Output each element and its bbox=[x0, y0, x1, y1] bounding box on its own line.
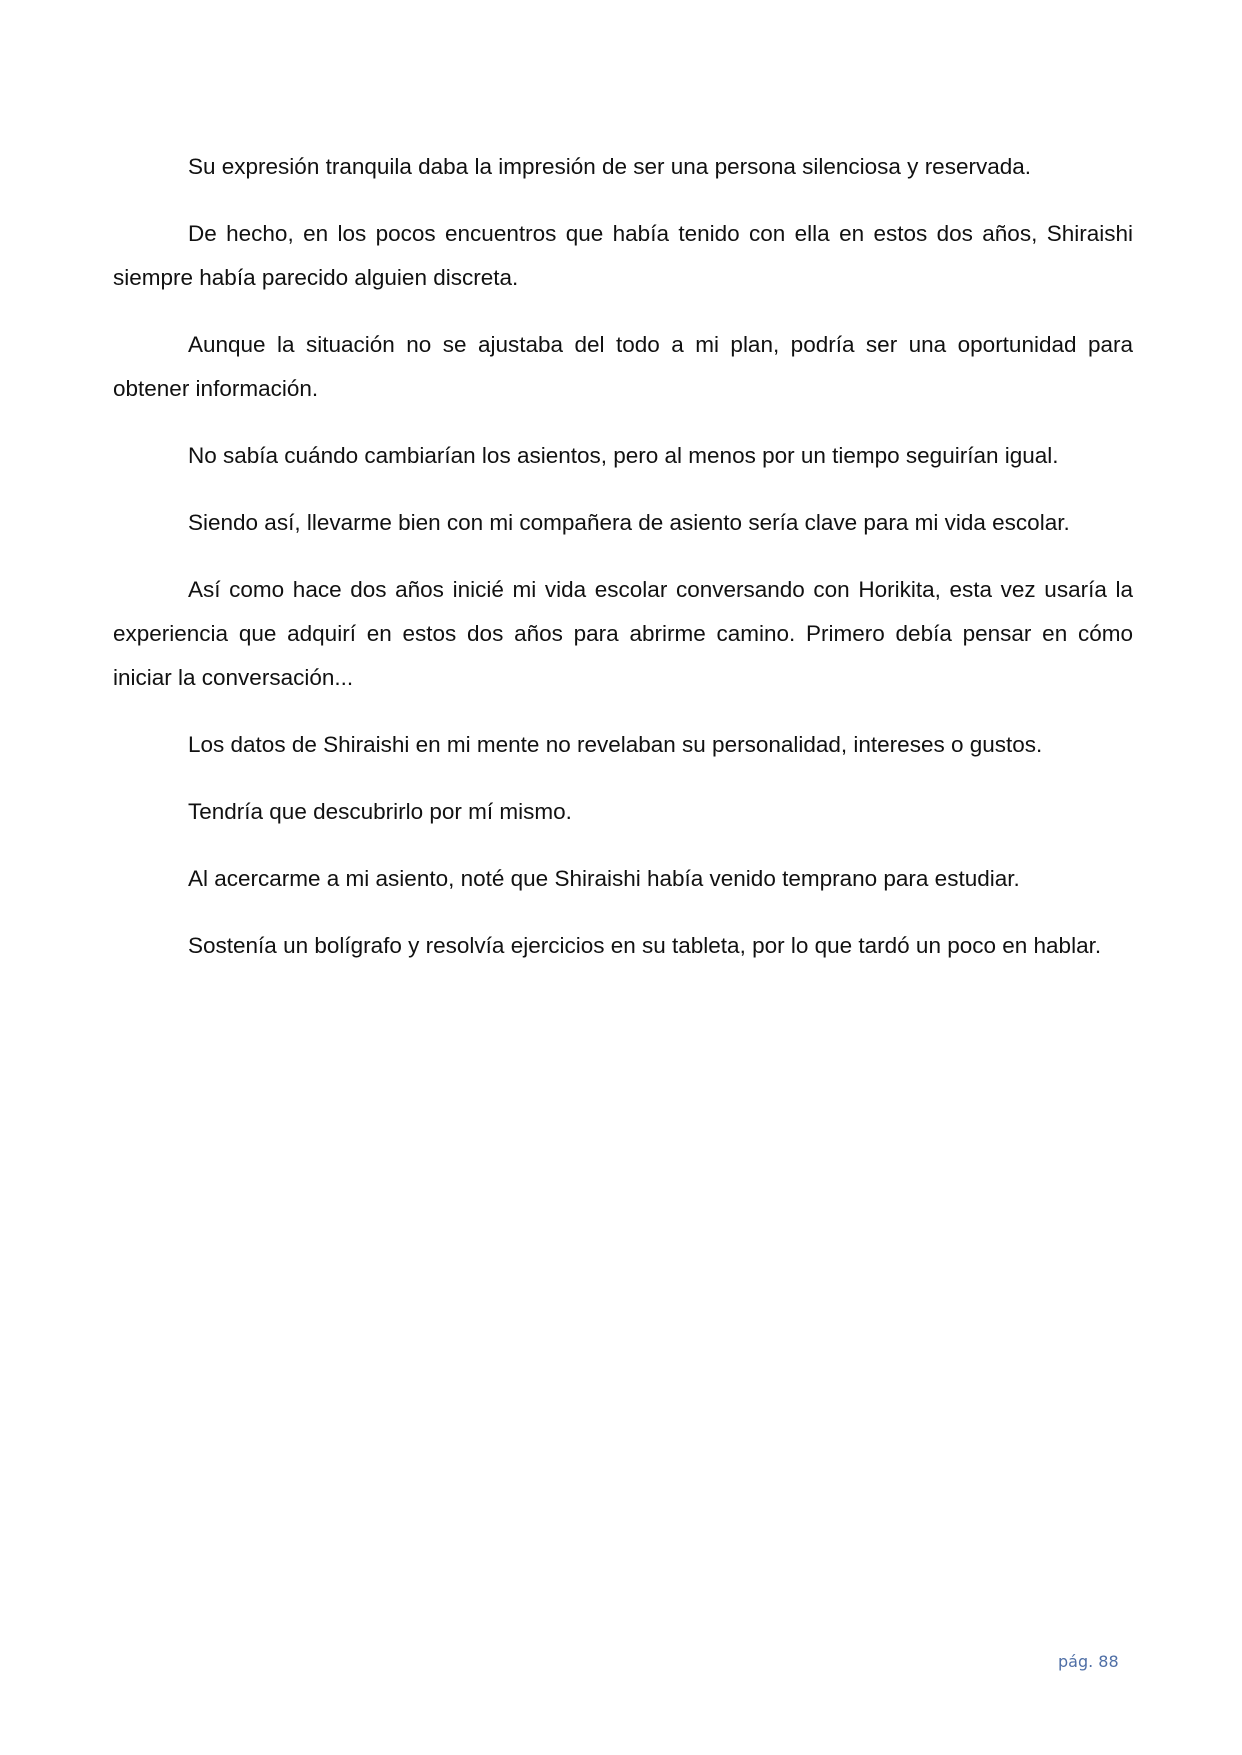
paragraph: Los datos de Shiraishi en mi mente no revelaban su personalidad, intereses o gustos. bbox=[188, 732, 1043, 757]
paragraph: Tendría que descubrirlo por mí mismo. bbox=[188, 799, 572, 824]
page-number: pág. 88 bbox=[1058, 1652, 1119, 1671]
paragraph: No sabía cuándo cambiarían los asientos, pero al menos por un tiempo seguirían igual. bbox=[188, 443, 1059, 468]
paragraph: De hecho, en los pocos encuentros que había tenido con ella en estos dos años, Shiraishi siempre había parecido alguien discreta. bbox=[113, 221, 1133, 290]
paragraph: Sostenía un bolígrafo y resolvía ejercicios en su tableta, por lo que tardó un poco en hablar. bbox=[188, 933, 1102, 958]
body-text bbox=[113, 145, 1133, 991]
paragraph: Aunque la situación no se ajustaba del todo a mi plan, podría ser una oportunidad para obtener información. bbox=[113, 332, 1133, 401]
paragraph: Siendo así, llevarme bien con mi compañera de asiento sería clave para mi vida escolar. bbox=[188, 510, 1070, 535]
paragraph: Su expresión tranquila daba la impresión de ser una persona silenciosa y reservada. bbox=[188, 154, 1031, 179]
paragraph: Al acercarme a mi asiento, noté que Shiraishi había venido temprano para estudiar. bbox=[188, 866, 1020, 891]
paragraph: Así como hace dos años inicié mi vida escolar conversando con Horikita, esta vez usaría la experiencia que adquirí en estos dos años para abrirme camino. Primero debía pensar en cómo iniciar la conversación... bbox=[113, 577, 1133, 690]
